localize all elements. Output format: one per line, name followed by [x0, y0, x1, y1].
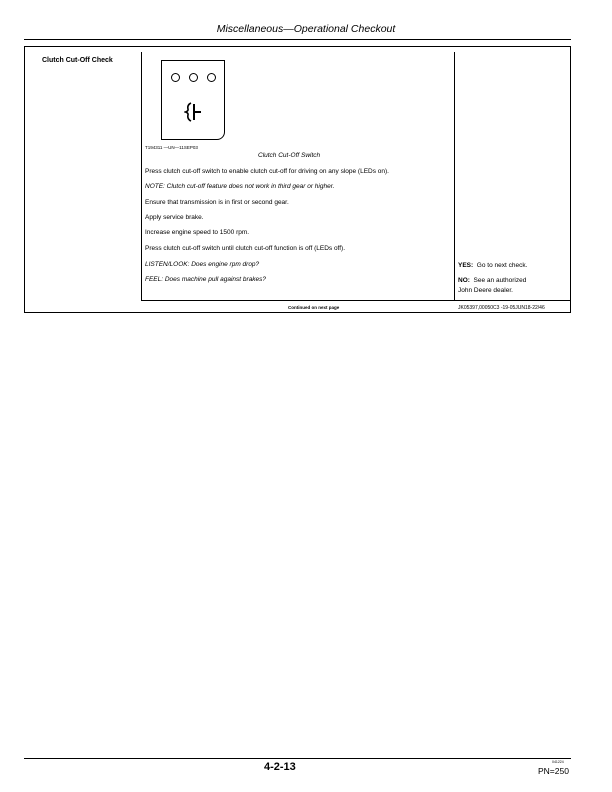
- step-text: Ensure that transmission is in first or second gear.: [145, 199, 289, 206]
- note-text: NOTE: Clutch cut-off feature does not work in third gear or higher.: [145, 183, 335, 190]
- page-header: Miscellaneous—Operational Checkout: [216, 23, 396, 35]
- yes-label: YES:: [458, 262, 474, 269]
- step-text: Press clutch cut-off switch to enable clutch cut-off for driving on any slope (LEDs on).: [145, 168, 389, 175]
- step-text: Press clutch cut-off switch until clutch cut-off function is off (LEDs off).: [145, 245, 346, 252]
- yes-result: [458, 261, 527, 271]
- section-title: Clutch Cut-Off Check: [42, 57, 113, 64]
- column-divider-left: [141, 52, 142, 300]
- figure-caption: Clutch Cut-Off Switch: [258, 152, 321, 159]
- switch-figure: [161, 60, 225, 140]
- led-icon: [207, 73, 216, 82]
- figure-id: T194311 —UN—11SEP03: [145, 145, 198, 150]
- no-label: NO:: [458, 277, 470, 284]
- procedure-box: [24, 46, 571, 313]
- no-text: See an authorized: [473, 277, 527, 284]
- yes-text: Go to next check.: [476, 262, 528, 269]
- footer-rule: [24, 758, 571, 759]
- step-text: Increase engine speed to 1500 rpm.: [145, 229, 250, 236]
- reference-code: JK05397,00050C3 -19-05JUN18-22/46: [458, 305, 545, 311]
- page-number: 4-2-13: [264, 761, 296, 773]
- continued-note: Continued on next page: [288, 305, 340, 310]
- check-question: FEEL: Does machine pull against brakes?: [145, 276, 267, 283]
- clutch-cut-off-switch-icon: [184, 101, 204, 123]
- header-rule: [24, 39, 571, 40]
- page-code: 041224: [552, 760, 564, 764]
- no-result: [458, 276, 526, 296]
- column-divider-right: [454, 52, 455, 300]
- led-icon: [189, 73, 198, 82]
- footer-separator: [141, 300, 571, 301]
- check-question: LISTEN/LOOK: Does engine rpm drop?: [145, 261, 260, 268]
- led-icon: [171, 73, 180, 82]
- no-text: John Deere dealer.: [458, 287, 513, 294]
- pn-number: PN=250: [538, 766, 569, 776]
- step-text: Apply service brake.: [145, 214, 204, 221]
